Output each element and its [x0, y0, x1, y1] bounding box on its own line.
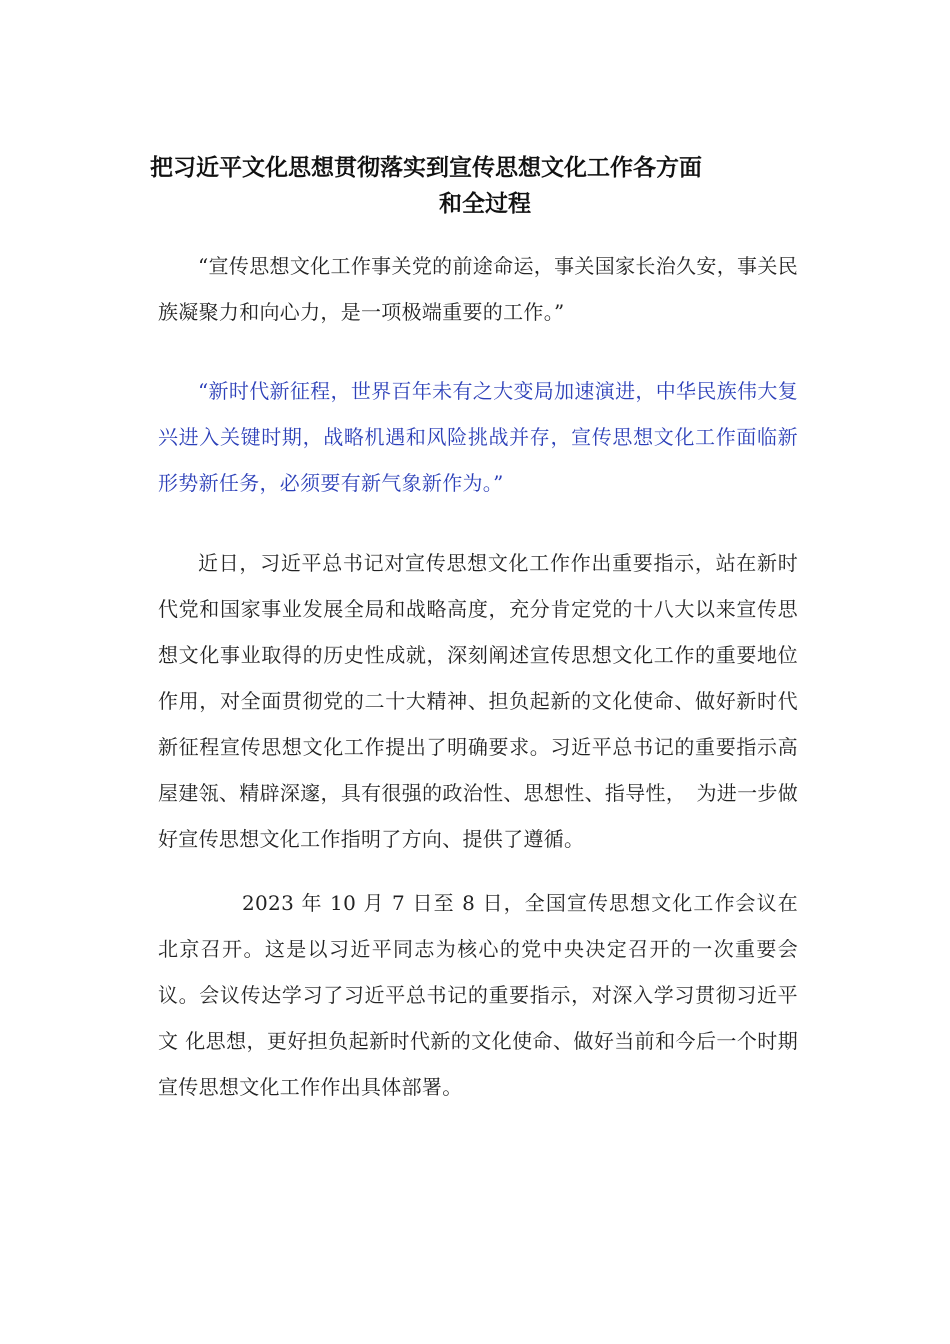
highlighted-quote-paragraph: “新时代新征程，世界百年未有之大变局加速演进，中华民族伟大复兴进入关键时期，战略机遇和风险挑战并存，宣传思想文化工作面临新形势新任务，必须要有新气象新作为。” — [158, 379, 798, 495]
title-line-2: 和全过程 — [439, 191, 531, 217]
title-line-1: 把习近平文化思想贯彻落实到宣传思想文化工作各方面 — [150, 155, 702, 181]
document-title — [140, 150, 800, 222]
opening-quote-paragraph: “宣传思想文化工作事关党的前途命运，事关国家长治久安，事关民族凝聚力和向心力，是一项极端重要的工作。” — [158, 254, 798, 324]
instruction-summary-paragraph: 近日，习近平总书记对宣传思想文化工作作出重要指示，站在新时代党和国家事业发展全局和战略高度，充分肯定党的十八大以来宣传思想文化事业取得的历史性成就，深刻阐述宣传思想文化工作的重要地位作用，对全面贯彻党的二十大精神、担负起新的文化使命、做好新时代新征程宣传思想文化工作提出了明确要求。习近平总书记的重要指示高屋建瓴、精辟深邃，具有很强的政治性、思想性、指导性， 为进一步做好宣传思想文化工作指明了方向、提供了遵循。 — [158, 551, 798, 851]
conference-paragraph: 2023 年 10 月 7 日至 8 日，全国宣传思想文化工作会议在北京召开。这是以习近平同志为核心的党中央决定召开的一次重要会议。会议传达学习了习近平总书记的重要指示，对深入学习贯彻习近平文 化思想，更好担负起新时代新的文化使命、做好当前和今后一个时期 宣传思想文化工作作出具体部署。 — [158, 891, 798, 1099]
